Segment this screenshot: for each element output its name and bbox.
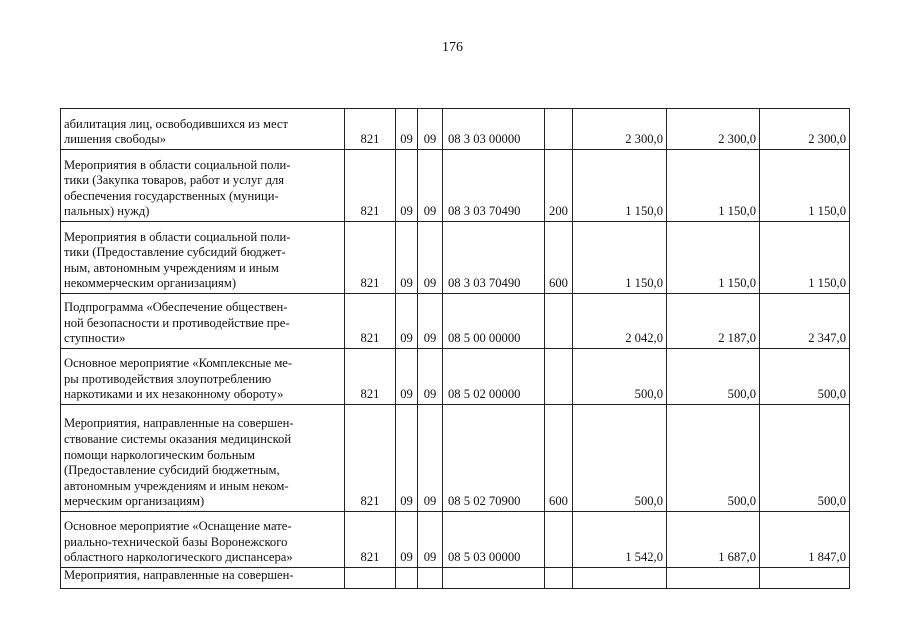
row-name: Основное мероприятие «Комплексные ме- ры противодействия злоупотреблению наркотиками и их незаконному обороту» <box>64 356 293 402</box>
row-name: Мероприятия в области социальной поли- тики (Закупка товаров, работ и услуг для обеспечения государственных (муници- пальных) нужд) <box>64 157 291 219</box>
csr-cell: 08 5 03 00000 <box>443 512 545 568</box>
amount-2020-cell: 500,0 <box>667 405 760 512</box>
amount-2021-cell: 1 150,0 <box>760 222 850 294</box>
vr-cell: 600 <box>545 405 573 512</box>
pr-cell: 09 <box>418 150 443 222</box>
vr-cell: 200 <box>545 150 573 222</box>
grbs-cell: 821 <box>345 150 396 222</box>
vr-cell <box>545 568 573 589</box>
table-body <box>61 109 850 589</box>
row-name: абилитация лиц, освободившихся из мест лишения свободы» <box>64 116 289 147</box>
table-row <box>61 294 850 349</box>
pr-cell <box>418 568 443 589</box>
row-name-cell <box>61 405 345 512</box>
row-name-cell <box>61 294 345 349</box>
amount-2020-cell: 2 300,0 <box>667 109 760 150</box>
rz-cell: 09 <box>396 405 418 512</box>
rz-cell: 09 <box>396 512 418 568</box>
table-row <box>61 405 850 512</box>
row-name-cell <box>61 222 345 294</box>
budget-table <box>60 108 850 589</box>
csr-cell <box>443 568 545 589</box>
amount-2019-cell: 2 300,0 <box>573 109 667 150</box>
rz-cell: 09 <box>396 222 418 294</box>
rz-cell: 09 <box>396 150 418 222</box>
page-number: 176 <box>442 40 463 55</box>
pr-cell: 09 <box>418 222 443 294</box>
grbs-cell: 821 <box>345 109 396 150</box>
table-row <box>61 349 850 405</box>
row-name-cell <box>61 150 345 222</box>
rz-cell <box>396 568 418 589</box>
grbs-cell: 821 <box>345 294 396 349</box>
grbs-cell: 821 <box>345 349 396 405</box>
grbs-cell: 821 <box>345 222 396 294</box>
amount-2021-cell: 1 150,0 <box>760 150 850 222</box>
row-name: Основное мероприятие «Оснащение мате- риально-технической базы Воронежского областного наркологического диспансера» <box>64 519 293 565</box>
row-name: Мероприятия в области социальной поли- тики (Предоставление субсидий бюджет- ным, автономным учреждениям и иным некоммерческим организациям) <box>64 229 291 291</box>
amount-2021-cell: 2 347,0 <box>760 294 850 349</box>
vr-cell <box>545 349 573 405</box>
grbs-cell <box>345 568 396 589</box>
amount-2021-cell: 2 300,0 <box>760 109 850 150</box>
row-name: Мероприятия, направленные на совершен- ствование системы оказания медицинской помощи наркологическим больным (Предоставление субсидий бюджетным, автономным учреждениям и иным неком- мерческим организациям) <box>64 416 294 509</box>
table-row <box>61 222 850 294</box>
row-name-cell <box>61 109 345 150</box>
table-row <box>61 512 850 568</box>
row-name-cell <box>61 568 345 589</box>
row-name: Мероприятия, направленные на совершен- <box>64 568 294 582</box>
amount-2020-cell: 2 187,0 <box>667 294 760 349</box>
amount-2021-cell: 500,0 <box>760 349 850 405</box>
amount-2021-cell: 500,0 <box>760 405 850 512</box>
table-row <box>61 568 850 589</box>
amount-2020-cell: 1 150,0 <box>667 222 760 294</box>
grbs-cell: 821 <box>345 512 396 568</box>
rz-cell: 09 <box>396 294 418 349</box>
pr-cell: 09 <box>418 512 443 568</box>
table-row <box>61 109 850 150</box>
csr-cell: 08 3 03 70490 <box>443 222 545 294</box>
vr-cell <box>545 512 573 568</box>
table-row <box>61 150 850 222</box>
pr-cell: 09 <box>418 294 443 349</box>
pr-cell: 09 <box>418 349 443 405</box>
amount-2019-cell <box>573 568 667 589</box>
row-name-cell <box>61 512 345 568</box>
amount-2019-cell: 1 150,0 <box>573 222 667 294</box>
amount-2019-cell: 2 042,0 <box>573 294 667 349</box>
pr-cell: 09 <box>418 109 443 150</box>
row-name-cell <box>61 349 345 405</box>
amount-2020-cell: 1 687,0 <box>667 512 760 568</box>
grbs-cell: 821 <box>345 405 396 512</box>
csr-cell: 08 3 03 70490 <box>443 150 545 222</box>
vr-cell <box>545 294 573 349</box>
rz-cell: 09 <box>396 349 418 405</box>
row-name: Подпрограмма «Обеспечение обществен- ной безопасности и противодействие пре- ступности» <box>64 300 290 346</box>
csr-cell: 08 5 02 00000 <box>443 349 545 405</box>
csr-cell: 08 3 03 00000 <box>443 109 545 150</box>
amount-2019-cell: 500,0 <box>573 405 667 512</box>
amount-2021-cell <box>760 568 850 589</box>
csr-cell: 08 5 02 70900 <box>443 405 545 512</box>
csr-cell: 08 5 00 00000 <box>443 294 545 349</box>
amount-2021-cell: 1 847,0 <box>760 512 850 568</box>
rz-cell: 09 <box>396 109 418 150</box>
vr-cell <box>545 109 573 150</box>
amount-2020-cell <box>667 568 760 589</box>
pr-cell: 09 <box>418 405 443 512</box>
amount-2020-cell: 500,0 <box>667 349 760 405</box>
amount-2019-cell: 500,0 <box>573 349 667 405</box>
amount-2020-cell: 1 150,0 <box>667 150 760 222</box>
amount-2019-cell: 1 542,0 <box>573 512 667 568</box>
amount-2019-cell: 1 150,0 <box>573 150 667 222</box>
vr-cell: 600 <box>545 222 573 294</box>
